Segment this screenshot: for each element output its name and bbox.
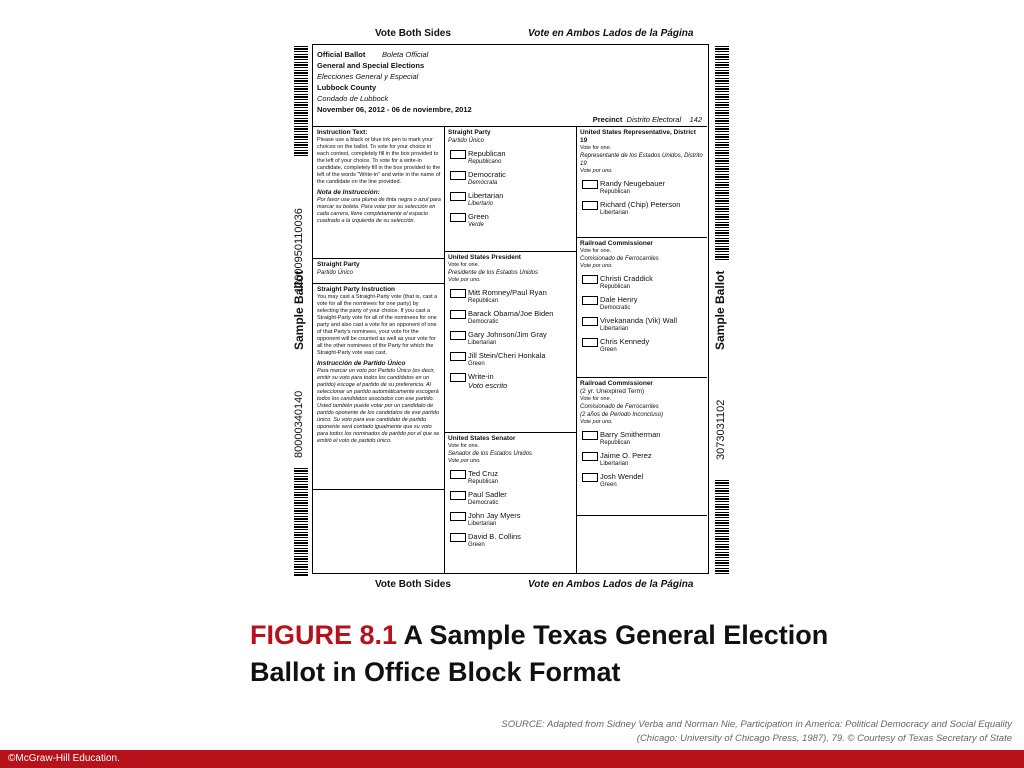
- ballot-form: [312, 44, 709, 574]
- precinct-label-es: Distrito Electoral: [626, 115, 682, 124]
- railroad2-vote-for: Vote for one.: [580, 396, 612, 402]
- candidate-johnson-gray[interactable]: Gary Johnson/Jim Gray Libertarian: [448, 330, 572, 347]
- candidate-obama-biden[interactable]: Barack Obama/Joe Biden Democratic: [448, 309, 572, 326]
- straight-party-label-block: [317, 261, 441, 277]
- vote-box[interactable]: [450, 373, 466, 382]
- official-ballot: Official Ballot: [317, 50, 366, 59]
- precinct: [593, 115, 702, 124]
- straight-party-label: Straight Party: [317, 261, 360, 268]
- straight-party-contest: [448, 129, 572, 229]
- vote-box[interactable]: [450, 470, 466, 479]
- senator-vote-for: Vote for one.: [448, 443, 480, 449]
- straight-party-instruction-block: [317, 286, 441, 445]
- candidate-peterson[interactable]: Richard (Chip) Peterson Libertarian: [580, 200, 704, 217]
- precinct-label: Precinct: [592, 115, 623, 124]
- railroad-title-es: Comisionado de Ferrocarriles: [580, 256, 659, 262]
- straight-party-label-es: Partido Único: [317, 270, 354, 276]
- candidate-cruz[interactable]: Ted Cruz Republican: [448, 469, 572, 486]
- railroad-title: Railroad Commissioner: [580, 240, 653, 247]
- representative-title-es: Representante de los Estados Unidos, Distrito 19: [580, 153, 703, 167]
- representative-contest: [580, 129, 704, 217]
- vote-box[interactable]: [450, 352, 466, 361]
- instructions-divider-3: [313, 489, 444, 490]
- option-republican[interactable]: Republican Republicano: [448, 149, 572, 166]
- railroad2-title: Railroad Commissioner: [580, 380, 653, 387]
- candidate-stein-honkala[interactable]: Jill Stein/Cheri Honkala Green: [448, 351, 572, 368]
- candidate-neugebauer[interactable]: Randy Neugebauer Republican: [580, 179, 704, 196]
- candidate-collins[interactable]: David B. Collins Green: [448, 532, 572, 549]
- election-name: General and Special Elections: [317, 61, 425, 70]
- ballot-header: [317, 49, 703, 115]
- right-side-label: Sample Ballot: [713, 270, 727, 350]
- figure-label: FIGURE 8.1: [250, 620, 398, 650]
- source-line-1: SOURCE: Adapted from Sidney Verba and Norman Nie, Participation in America: Political Democracy and Social Equality: [501, 719, 1012, 730]
- left-barcode-top: [294, 46, 308, 158]
- railroad2-term-es: (2 años de Periodo Inconcluso): [580, 412, 664, 418]
- vote-box[interactable]: [582, 431, 598, 440]
- railroad2-vote-for-es: Vote por uno.: [580, 419, 613, 425]
- spi-body-es: Para marcar un voto por Partido Único (es decir, emitir su voto para todos los candidatos en un partido) escoge el partido de su preferencia. Al seleccionar un partido automáticamente escogerá todos los candidatos asociados con ese partido. Usted también puede votar por un candidato de partido oponente de los candidatos de ese partido único. Su voto para ese candidato de partido oponente será contado igualmente que su voto para todos los nominados de partido por el que se emitió el voto de partido único.: [317, 368, 440, 444]
- vote-box[interactable]: [450, 289, 466, 298]
- column-divider-1: [444, 126, 445, 573]
- instruction-body: Please use a black or blue ink pen to mark your choices on the ballot. To vote for your choice in each contest, completely fill in the box provided to the left of your choice. To vote for a write-in candidate, completely fill in the box provided to the left of the words "Write-in" and write in the name of the candidate on the line provided.: [317, 137, 441, 185]
- vote-box[interactable]: [582, 275, 598, 284]
- vote-box[interactable]: [582, 317, 598, 326]
- bottom-note-spanish: Vote en Ambos Lados de la Página: [528, 579, 694, 590]
- vote-box[interactable]: [582, 473, 598, 482]
- spi-title: Straight Party Instruction: [317, 286, 396, 293]
- option-democratic[interactable]: Democratic Demócrata: [448, 170, 572, 187]
- vote-box[interactable]: [450, 171, 466, 180]
- right-barcode-top: [715, 46, 729, 261]
- ballot-top-note: [290, 28, 735, 42]
- county-name-es: Condado de Lubbock: [317, 94, 389, 103]
- representative-title: United States Representative, District 19: [580, 129, 696, 144]
- instruction-title-es: Nota de Instrucción:: [317, 189, 380, 196]
- vote-box[interactable]: [450, 331, 466, 340]
- candidate-wall[interactable]: Vivekananda (Vik) Wall Libertarian: [580, 316, 704, 333]
- candidate-myers[interactable]: John Jay Myers Libertarian: [448, 511, 572, 528]
- president-contest: [448, 254, 572, 390]
- railroad-divider: [576, 377, 707, 378]
- candidate-sadler[interactable]: Paul Sadler Democratic: [448, 490, 572, 507]
- candidate-perez[interactable]: Jaime O. Perez Libertarian: [580, 451, 704, 468]
- source-line-2: (Chicago: University of Chicago Press, 1987), 79. © Courtesy of Texas Secretary of State: [636, 733, 1012, 744]
- source-citation: [372, 718, 1012, 746]
- county-name: Lubbock County: [317, 83, 377, 92]
- candidate-smitherman[interactable]: Barry Smitherman Republican: [580, 430, 704, 447]
- ballot-bottom-note: [290, 579, 735, 593]
- official-ballot-es: Boleta Official: [382, 50, 429, 59]
- left-side-label: Sample Ballot: [292, 270, 306, 350]
- representative-vote-for-es: Vote por uno.: [580, 168, 613, 174]
- vote-box[interactable]: [450, 533, 466, 542]
- right-barcode-bottom: [715, 480, 729, 576]
- bottom-note-english: Vote Both Sides: [375, 579, 451, 590]
- copyright-text: ©McGraw-Hill Education.: [8, 753, 120, 764]
- senator-title: United States Senator: [448, 435, 516, 442]
- vote-box[interactable]: [450, 512, 466, 521]
- instructions-divider-2: [313, 283, 444, 284]
- vote-box[interactable]: [450, 213, 466, 222]
- left-barcode-bottom: [294, 468, 308, 576]
- president-divider: [444, 432, 576, 433]
- railroad2-title-es: Comisionado de Ferrocarriles: [580, 404, 659, 410]
- election-name-es: Elecciones General y Especial: [317, 72, 419, 81]
- straight-party-title: Straight Party: [448, 129, 491, 136]
- candidate-kennedy[interactable]: Chris Kennedy Green: [580, 337, 704, 354]
- representative-vote-for: Vote for one.: [580, 145, 612, 151]
- vote-box[interactable]: [582, 201, 598, 210]
- candidate-write-in[interactable]: Write-in Voto escrito: [448, 372, 572, 390]
- president-vote-for-es: Vote por uno.: [448, 277, 481, 283]
- option-libertarian[interactable]: Libertarian Libertario: [448, 191, 572, 208]
- column-divider-2: [576, 126, 577, 573]
- right-side-number: 3073031102: [715, 399, 727, 460]
- figure-caption: [250, 617, 850, 691]
- header-divider: [313, 126, 707, 127]
- left-side-number-bottom: 80000340140: [293, 390, 305, 458]
- vote-box[interactable]: [582, 338, 598, 347]
- straight-party-divider: [444, 251, 576, 252]
- vote-box[interactable]: [582, 452, 598, 461]
- vote-box[interactable]: [450, 150, 466, 159]
- railroad2-term: (2 yr. Unexpired Term): [580, 388, 645, 395]
- figure-title: A Sample Texas General Election Ballot in Office Block Format: [250, 620, 829, 687]
- railroad2-bottom-divider: [576, 515, 707, 516]
- instructions-column: [317, 129, 441, 225]
- candidate-henry[interactable]: Dale Henry Democratic: [580, 295, 704, 312]
- president-title-es: Presidente de los Estados Unidos: [448, 270, 539, 276]
- instruction-body-es: Por favor use una pluma de tinta negra o azul para marcar su boleta. Para votar por su selección en cada carrera, llene completamente el espacio cuadrado a la izquierda de su selección.: [317, 197, 441, 224]
- vote-box[interactable]: [450, 310, 466, 319]
- top-note-spanish: Vote en Ambos Lados de la Página: [528, 28, 694, 39]
- straight-party-title-es: Partido Único: [448, 138, 485, 144]
- candidate-craddick[interactable]: Christi Craddick Republican: [580, 274, 704, 291]
- railroad-commissioner-contest: [580, 240, 704, 354]
- railroad-vote-for-es: Vote por uno.: [580, 263, 613, 269]
- representative-divider: [576, 237, 707, 238]
- vote-box[interactable]: [582, 296, 598, 305]
- railroad-commissioner-unexpired-contest: [580, 380, 704, 489]
- candidate-wendel[interactable]: Josh Wendel Green: [580, 472, 704, 489]
- election-date: November 06, 2012 - 06 de noviembre, 2012: [317, 105, 472, 114]
- spi-body: You may cast a Straight-Party vote (that is, cast a vote for all the nominees for one party) by selecting the party of your choice. If you cast a Straight-Party vote for all of the nominees for one party and also cast a vote for an opponent of one of that Party's nominees, your vote for the opponent will be counted as well as your vote for all the other nominees of the Party for which the Straight-Party vote was cast.: [317, 294, 438, 356]
- candidate-romney-ryan[interactable]: Mitt Romney/Paul Ryan Republican: [448, 288, 572, 305]
- option-green[interactable]: Green Verde: [448, 212, 572, 229]
- left-side-number-top: 12000950110036: [293, 208, 305, 293]
- railroad-vote-for: Vote for one.: [580, 248, 612, 254]
- precinct-number: 142: [689, 115, 702, 124]
- instruction-title: Instruction Text:: [317, 129, 368, 136]
- footer-bar: [0, 750, 1024, 768]
- vote-box[interactable]: [450, 192, 466, 201]
- president-title: United States President: [448, 254, 521, 261]
- instructions-divider-1: [313, 258, 444, 259]
- senator-vote-for-es: Vote por uno.: [448, 458, 481, 464]
- senator-title-es: Senador de los Estados Unidos: [448, 451, 533, 457]
- president-vote-for: Vote for one.: [448, 262, 480, 268]
- top-note-english: Vote Both Sides: [375, 28, 451, 39]
- vote-box[interactable]: [450, 491, 466, 500]
- sample-ballot-image: [290, 28, 735, 598]
- spi-title-es: Instrucción de Partido Único: [317, 360, 406, 367]
- vote-box[interactable]: [582, 180, 598, 189]
- senator-contest: [448, 435, 572, 549]
